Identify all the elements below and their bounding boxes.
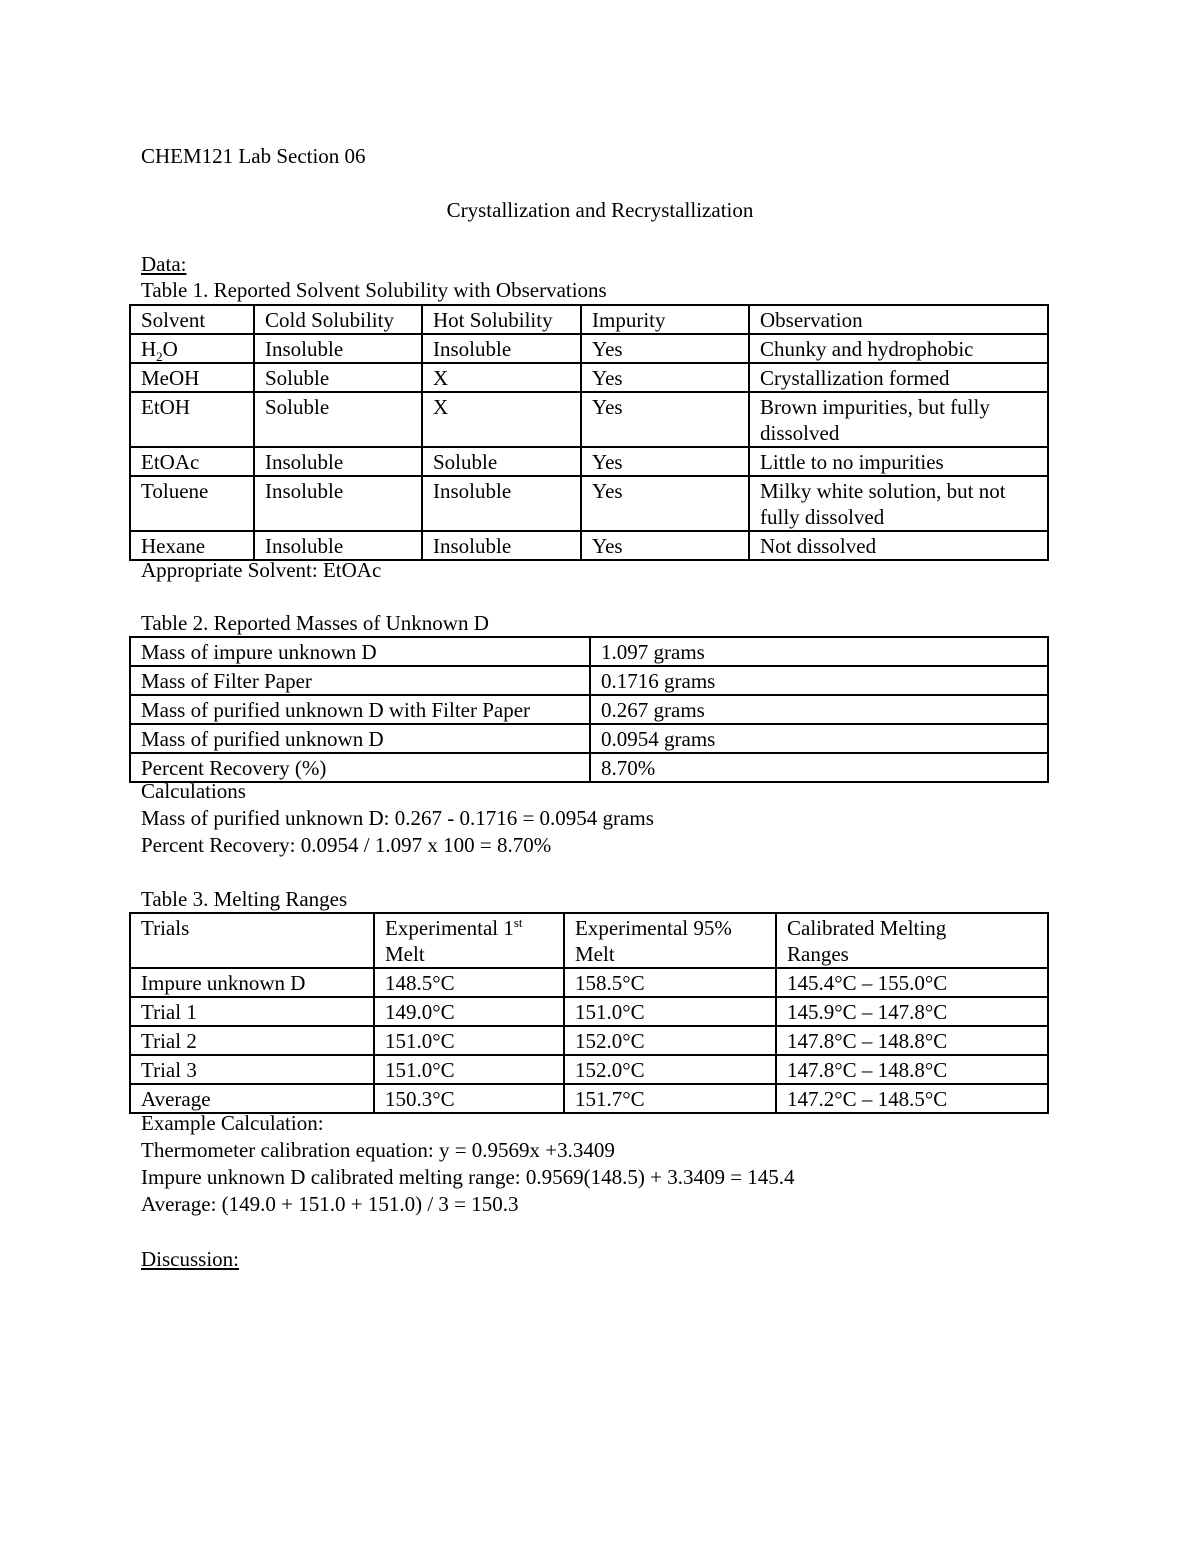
- hot-solubility-cell: Insoluble: [422, 334, 581, 363]
- trial-cell: Impure unknown D: [130, 968, 374, 997]
- table-row: [130, 1055, 1048, 1084]
- course-title: CHEM121 Lab Section 06: [141, 144, 366, 168]
- solvent-cell: $H_2O$: [130, 334, 254, 363]
- calculation-line: Mass of purified unknown D: 0.267 - 0.1716 = 0.0954 grams: [141, 806, 654, 830]
- calculation-line: Percent Recovery: 0.0954 / 1.097 x 100 = 8.70%: [141, 833, 552, 857]
- column-header: Experimental 95% Melt: [564, 913, 776, 968]
- impurity-cell: Yes: [581, 476, 749, 531]
- first-melt-cell: 150.3°C: [374, 1084, 564, 1113]
- solvent-solubility-table: [129, 304, 1049, 561]
- impurity-cell: Yes: [581, 363, 749, 392]
- ninety-five-melt-cell: 158.5°C: [564, 968, 776, 997]
- table3-caption: Table 3. Melting Ranges: [141, 887, 348, 911]
- mass-value-cell: 1.097 grams: [590, 637, 1048, 666]
- column-header: Solvent: [130, 305, 254, 334]
- solvent-cell: Toluene: [130, 476, 254, 531]
- example-line: Thermometer calibration equation: y = 0.9569x +3.3409: [141, 1138, 615, 1162]
- data-heading: Data:: [141, 252, 187, 276]
- impurity-cell: Yes: [581, 334, 749, 363]
- table-row: [130, 531, 1048, 560]
- solvent-cell: MeOH: [130, 363, 254, 392]
- table1-caption: Table 1. Reported Solvent Solubility with Observations: [141, 278, 607, 302]
- calibrated-range-cell: 145.9°C – 147.8°C: [776, 997, 1048, 1026]
- table-row: [130, 1084, 1048, 1113]
- cold-solubility-cell: Insoluble: [254, 531, 422, 560]
- impurity-cell: Yes: [581, 531, 749, 560]
- discussion-heading: Discussion:: [141, 1247, 240, 1271]
- table-row: [130, 476, 1048, 531]
- first-melt-cell: 149.0°C: [374, 997, 564, 1026]
- first-melt-cell: 148.5°C: [374, 968, 564, 997]
- table-row: [130, 447, 1048, 476]
- table-row: [130, 392, 1048, 447]
- table2-caption: Table 2. Reported Masses of Unknown D: [141, 611, 489, 635]
- observation-cell: Crystallization formed: [749, 363, 1048, 392]
- cold-solubility-cell: Soluble: [254, 392, 422, 447]
- mass-label-cell: Mass of Filter Paper: [130, 666, 590, 695]
- table-row: [130, 695, 1048, 724]
- melting-ranges-table: [129, 912, 1049, 1114]
- table-row: [130, 637, 1048, 666]
- cold-solubility-cell: Insoluble: [254, 334, 422, 363]
- observation-cell: Not dissolved: [749, 531, 1048, 560]
- column-header: Trials: [130, 913, 374, 968]
- hot-solubility-cell: Insoluble: [422, 476, 581, 531]
- mass-label-cell: Mass of impure unknown D: [130, 637, 590, 666]
- mass-label-cell: Mass of purified unknown D: [130, 724, 590, 753]
- table-header-row: [130, 913, 1048, 968]
- table-row: [130, 334, 1048, 363]
- column-header: Observation: [749, 305, 1048, 334]
- mass-value-cell: 0.1716 grams: [590, 666, 1048, 695]
- mass-label-cell: Percent Recovery (%): [130, 753, 590, 782]
- solvent-cell: EtOAc: [130, 447, 254, 476]
- masses-table: [129, 636, 1049, 783]
- observation-cell: Chunky and hydrophobic: [749, 334, 1048, 363]
- ninety-five-melt-cell: 151.7°C: [564, 1084, 776, 1113]
- example-line: Impure unknown D calibrated melting range: 0.9569(148.5) + 3.3409 = 145.4: [141, 1165, 795, 1189]
- trial-cell: Trial 2: [130, 1026, 374, 1055]
- column-header: Cold Solubility: [254, 305, 422, 334]
- cold-solubility-cell: Insoluble: [254, 447, 422, 476]
- hot-solubility-cell: Soluble: [422, 447, 581, 476]
- mass-value-cell: 0.0954 grams: [590, 724, 1048, 753]
- page-title: Crystallization and Recrystallization: [446, 198, 754, 222]
- column-header: Impurity: [581, 305, 749, 334]
- column-header: Calibrated Melting Ranges: [776, 913, 1048, 968]
- calibrated-range-cell: 147.8°C – 148.8°C: [776, 1026, 1048, 1055]
- hot-solubility-cell: X: [422, 392, 581, 447]
- solvent-cell: EtOH: [130, 392, 254, 447]
- table-row: [130, 1026, 1048, 1055]
- calculations-heading: Calculations: [141, 779, 246, 803]
- appropriate-solvent-note: Appropriate Solvent: EtOAc: [141, 558, 382, 582]
- observation-cell: Brown impurities, but fully dissolved: [749, 392, 1048, 447]
- trial-cell: Trial 3: [130, 1055, 374, 1084]
- table-row: [130, 724, 1048, 753]
- mass-value-cell: 8.70%: [590, 753, 1048, 782]
- trial-cell: Trial 1: [130, 997, 374, 1026]
- table-row: [130, 666, 1048, 695]
- example-heading: Example Calculation:: [141, 1111, 324, 1135]
- calibrated-range-cell: 147.8°C – 148.8°C: [776, 1055, 1048, 1084]
- column-header: Experimental 1st Melt: [374, 913, 564, 968]
- calibrated-range-cell: 145.4°C – 155.0°C: [776, 968, 1048, 997]
- observation-cell: Little to no impurities: [749, 447, 1048, 476]
- column-header: Hot Solubility: [422, 305, 581, 334]
- first-melt-cell: 151.0°C: [374, 1026, 564, 1055]
- calibrated-range-cell: 147.2°C – 148.5°C: [776, 1084, 1048, 1113]
- hot-solubility-cell: X: [422, 363, 581, 392]
- first-melt-cell: 151.0°C: [374, 1055, 564, 1084]
- trial-cell: Average: [130, 1084, 374, 1113]
- table-row: [130, 997, 1048, 1026]
- ninety-five-melt-cell: 151.0°C: [564, 997, 776, 1026]
- cold-solubility-cell: Insoluble: [254, 476, 422, 531]
- cold-solubility-cell: Soluble: [254, 363, 422, 392]
- impurity-cell: Yes: [581, 392, 749, 447]
- solvent-cell: Hexane: [130, 531, 254, 560]
- hot-solubility-cell: Insoluble: [422, 531, 581, 560]
- example-line: Average: (149.0 + 151.0 + 151.0) / 3 = 150.3: [141, 1192, 519, 1216]
- ninety-five-melt-cell: 152.0°C: [564, 1055, 776, 1084]
- table-row: [130, 968, 1048, 997]
- observation-cell: Milky white solution, but not fully dissolved: [749, 476, 1048, 531]
- mass-label-cell: Mass of purified unknown D with Filter Paper: [130, 695, 590, 724]
- mass-value-cell: 0.267 grams: [590, 695, 1048, 724]
- impurity-cell: Yes: [581, 447, 749, 476]
- ninety-five-melt-cell: 152.0°C: [564, 1026, 776, 1055]
- table-header-row: [130, 305, 1048, 334]
- table-row: [130, 363, 1048, 392]
- table-row: [130, 753, 1048, 782]
